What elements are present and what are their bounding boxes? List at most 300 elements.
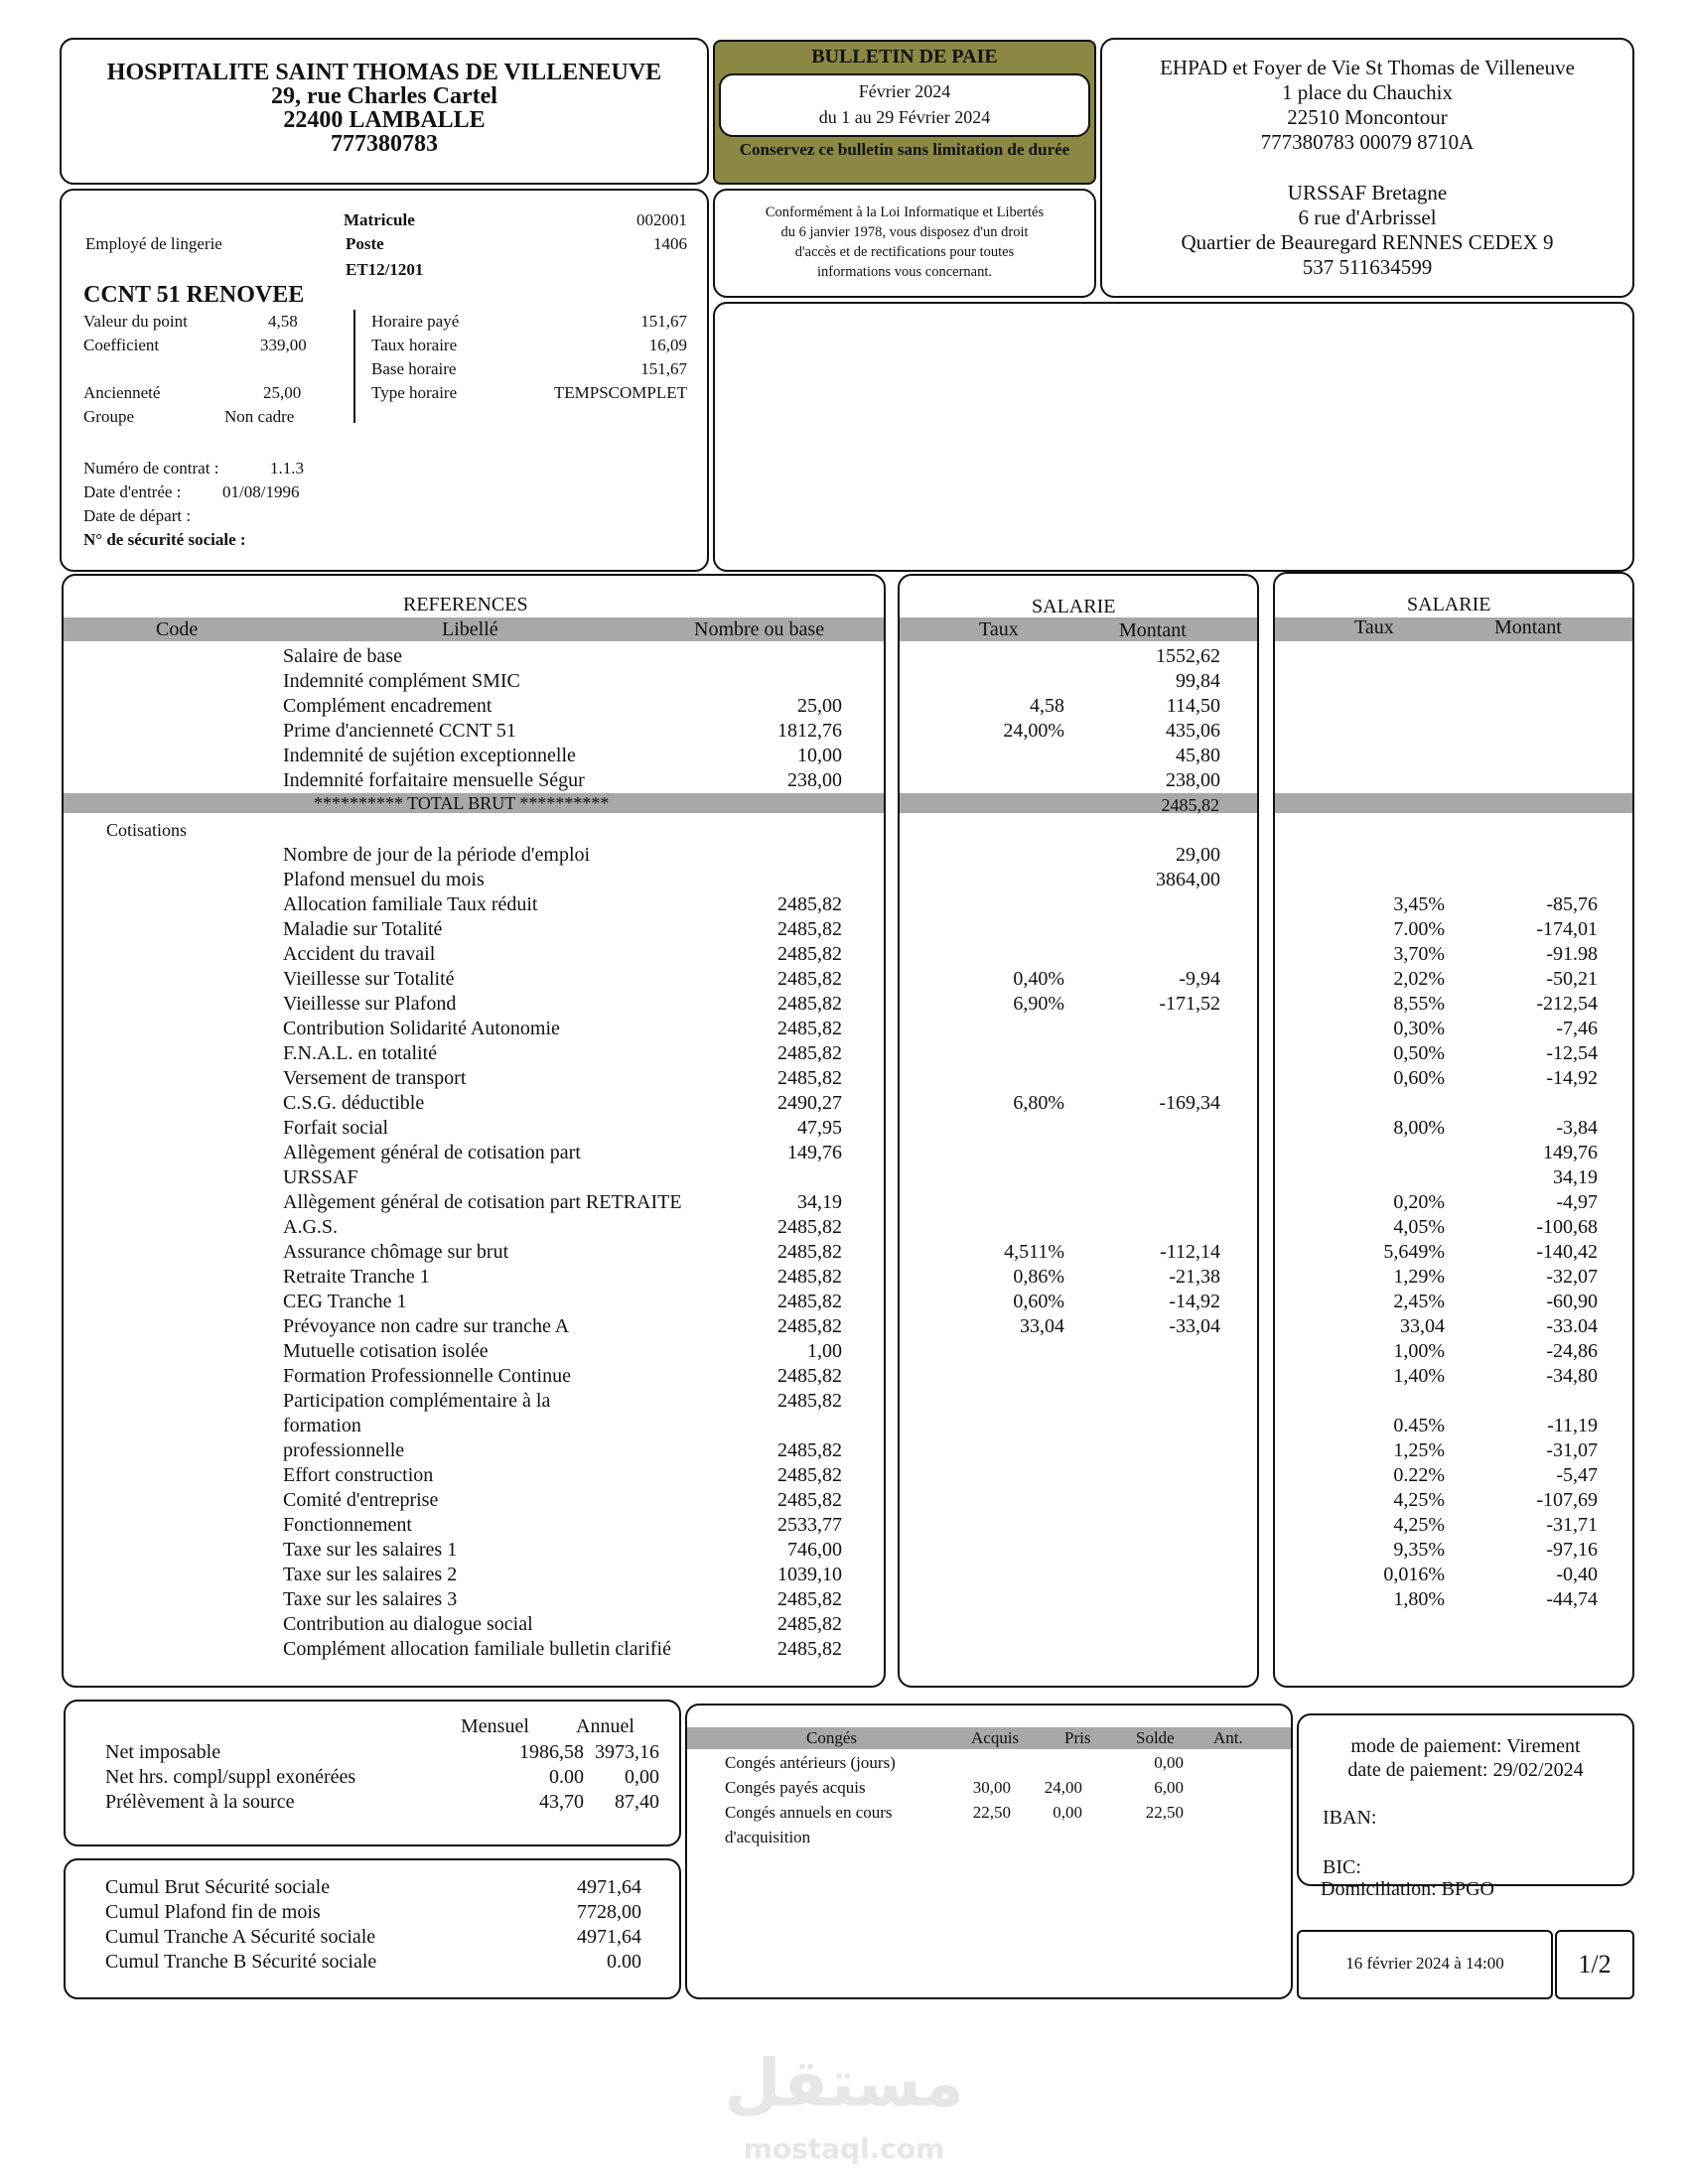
row-salarie-montant: -21,38 [1169, 1266, 1220, 1288]
row-base: 2485,82 [777, 1439, 842, 1461]
row-base: 1812,76 [777, 720, 842, 742]
table-row [0, 918, 1688, 943]
cumul-value: 7728,00 [577, 1901, 641, 1923]
row-employeur-montant: -212,54 [1536, 993, 1598, 1015]
row-label: Contribution au dialogue social [283, 1613, 533, 1635]
row-label: Vieillesse sur Totalité [283, 968, 455, 990]
col-employeur-taux: Taux [1354, 616, 1394, 638]
row-label: professionnelle [283, 1439, 405, 1461]
row-salarie-taux: 6,80% [1013, 1092, 1064, 1114]
row-salarie-montant: 3864,00 [1156, 869, 1220, 890]
cnil-line: du 6 janvier 1978, vous disposez d'un droit [780, 224, 1029, 240]
conges-row-label: d'acquisition [725, 1828, 811, 1846]
table-row [0, 993, 1688, 1018]
table-row [0, 844, 1688, 869]
bulletin-title: BULLETIN DE PAIE [811, 46, 998, 68]
total-brut-label: ********** TOTAL BRUT ********** [314, 793, 610, 813]
row-employeur-montant: -32,07 [1546, 1266, 1598, 1288]
row-base: 2485,82 [777, 993, 842, 1015]
row-salarie-taux: 33,04 [1020, 1315, 1064, 1337]
bulletin-keep-note: Conservez ce bulletin sans limitation de durée [739, 140, 1070, 159]
table-row [0, 1092, 1688, 1117]
conges-row-acquis: 22,50 [972, 1803, 1011, 1822]
establishment-line: EHPAD et Foyer de Vie St Thomas de Villeneuve [1160, 56, 1575, 79]
conges-row-pris: 24,00 [1044, 1778, 1082, 1797]
row-employeur-montant: -31,07 [1546, 1439, 1598, 1461]
poste-label: Poste [346, 234, 384, 253]
row-employeur-montant: -50,21 [1546, 968, 1598, 990]
table-row [0, 1067, 1688, 1092]
table-row [0, 1216, 1688, 1241]
establishment-line: 1 place du Chauchix [1281, 80, 1454, 104]
row-label: A.G.S. [283, 1216, 339, 1238]
employee-code: ET12/1201 [346, 260, 424, 279]
net-row-annuel: 0,00 [625, 1766, 659, 1788]
col-code: Code [156, 618, 199, 640]
row-label: URSSAF [283, 1166, 358, 1188]
row-employeur-taux: 33,04 [1400, 1315, 1445, 1337]
establishment-line: 22510 Moncontour [1287, 105, 1448, 129]
row-base: 2485,82 [777, 918, 842, 940]
row-label: Effort construction [283, 1464, 434, 1486]
table-row [0, 1042, 1688, 1067]
domiciliation: Domiciliation: BPGO [1321, 1878, 1494, 1900]
table-row [0, 1415, 1688, 1439]
entree-label: Date d'entrée : [83, 482, 182, 501]
row-label: Taxe sur les salaires 3 [283, 1588, 458, 1610]
table-row [0, 1340, 1688, 1365]
row-employeur-montant: -7,46 [1556, 1018, 1598, 1039]
row-base: 2533,77 [777, 1514, 842, 1536]
iban-label: IBAN: [1323, 1807, 1377, 1829]
table-row [0, 1464, 1688, 1489]
row-employeur-montant: -0,40 [1556, 1564, 1598, 1585]
groupe-value: Non cadre [224, 407, 295, 426]
row-employeur-montant: -12,54 [1546, 1042, 1598, 1064]
row-base: 47,95 [797, 1117, 842, 1139]
row-salarie-montant: 1552,62 [1156, 645, 1220, 667]
total-band-employeur [1275, 793, 1632, 813]
row-base: 34,19 [797, 1191, 842, 1213]
table-row [0, 893, 1688, 918]
row-employeur-taux: 0,016% [1383, 1564, 1445, 1585]
ant-header: Ant. [1213, 1728, 1243, 1747]
row-employeur-taux: 8,55% [1393, 993, 1445, 1015]
row-label: Maladie sur Totalité [283, 918, 443, 940]
conges-row-label: Congés antérieurs (jours) [725, 1753, 896, 1772]
valeur-point-value: 4,58 [268, 312, 298, 331]
cumul-label: Cumul Plafond fin de mois [105, 1901, 321, 1923]
matricule-value: 002001 [636, 210, 687, 229]
employee-box [60, 189, 709, 572]
row-employeur-taux: 7.00% [1393, 918, 1445, 940]
row-label: Accident du travail [283, 943, 436, 965]
groupe-label: Groupe [83, 407, 134, 426]
taux-horaire-label: Taux horaire [371, 336, 458, 354]
row-salarie-taux: 24,00% [1003, 720, 1064, 742]
bulletin-month: Février 2024 [858, 81, 951, 101]
row-employeur-taux: 0,50% [1393, 1042, 1445, 1064]
net-box [64, 1700, 681, 1846]
coefficient-label: Coefficient [83, 336, 160, 354]
row-employeur-montant: -31,71 [1546, 1514, 1598, 1536]
conges-row-solde: 0,00 [1154, 1753, 1184, 1772]
salarie-title: SALARIE [1032, 596, 1116, 617]
row-employeur-montant: -60,90 [1546, 1291, 1598, 1312]
row-label: Prévoyance non cadre sur tranche A [283, 1315, 570, 1337]
table-row [0, 1241, 1688, 1266]
row-salarie-montant: -171,52 [1159, 993, 1220, 1015]
row-employeur-montant: -5,47 [1556, 1464, 1598, 1486]
net-row-mensuel: 43,70 [539, 1791, 584, 1813]
depart-label: Date de départ : [83, 506, 192, 525]
row-base: 2485,82 [777, 1390, 842, 1412]
row-salarie-montant: -169,34 [1159, 1092, 1220, 1114]
row-salarie-montant: 45,80 [1176, 745, 1220, 766]
row-label: Indemnité complément SMIC [283, 670, 520, 692]
table-row [0, 1613, 1688, 1638]
cumuls-box [64, 1858, 681, 1999]
row-base: 2485,82 [777, 1216, 842, 1238]
bulletin-period: du 1 au 29 Février 2024 [818, 107, 991, 127]
row-label: Complément allocation familiale bulletin clarifié [283, 1638, 671, 1660]
table-row [0, 1588, 1688, 1613]
row-base: 2485,82 [777, 1613, 842, 1635]
entree-value: 01/08/1996 [222, 482, 300, 501]
row-employeur-taux: 3,45% [1393, 893, 1445, 915]
row-employeur-montant: -100,68 [1536, 1216, 1598, 1238]
net-row-mensuel: 0.00 [549, 1766, 584, 1788]
row-salarie-montant: 29,00 [1176, 844, 1220, 866]
cumul-value: 0.00 [607, 1951, 641, 1973]
row-salarie-taux: 0,60% [1013, 1291, 1064, 1312]
row-salarie-montant: 114,50 [1166, 695, 1220, 717]
row-employeur-montant: -14,92 [1546, 1067, 1598, 1089]
cnil-note-box [713, 189, 1096, 298]
row-base: 2490,27 [777, 1092, 842, 1114]
payment-box [1297, 1713, 1634, 1886]
row-employeur-taux: 0,60% [1393, 1067, 1445, 1089]
base-horaire-value: 151,67 [640, 359, 687, 378]
net-row-annuel: 87,40 [615, 1791, 659, 1813]
solde-header: Solde [1136, 1728, 1175, 1747]
row-employeur-montant: -3,84 [1556, 1117, 1598, 1139]
row-label: Retraite Tranche 1 [283, 1266, 430, 1288]
table-row [0, 1117, 1688, 1142]
row-employeur-taux: 1,40% [1393, 1365, 1445, 1387]
col-libelle: Libellé [442, 618, 498, 640]
urssaf-line: URSSAF Bretagne [1287, 181, 1448, 205]
row-label: Complément encadrement [283, 695, 492, 717]
row-base: 238,00 [787, 769, 842, 791]
row-employeur-taux: 9,35% [1393, 1539, 1445, 1561]
row-employeur-taux: 0,30% [1393, 1018, 1445, 1039]
row-label: Assurance chômage sur brut [283, 1241, 509, 1263]
row-salarie-taux: 0,86% [1013, 1266, 1064, 1288]
valeur-point-label: Valeur du point [83, 312, 188, 331]
row-employeur-montant: 149,76 [1543, 1142, 1598, 1163]
row-label: Formation Professionnelle Continue [283, 1365, 571, 1387]
urssaf-line: 6 rue d'Arbrissel [1298, 205, 1437, 229]
pris-header: Pris [1064, 1728, 1091, 1747]
row-salarie-taux: 4,511% [1004, 1241, 1064, 1263]
row-label: CEG Tranche 1 [283, 1291, 407, 1312]
convention-title: CCNT 51 RENOVEE [83, 282, 305, 308]
row-base: 2485,82 [777, 1464, 842, 1486]
address-box [713, 302, 1634, 572]
taux-horaire-value: 16,09 [648, 336, 687, 354]
row-base: 2485,82 [777, 1638, 842, 1660]
row-label: Prime d'ancienneté CCNT 51 [283, 720, 516, 742]
establishment-box [1100, 38, 1634, 298]
row-employeur-taux: 4,05% [1393, 1216, 1445, 1238]
row-base: 746,00 [787, 1539, 842, 1561]
row-label: Contribution Solidarité Autonomie [283, 1018, 560, 1039]
row-base: 2485,82 [777, 1489, 842, 1511]
net-row-label: Net hrs. compl/suppl exonérées [105, 1766, 356, 1788]
row-label: C.S.G. déductible [283, 1092, 425, 1114]
row-label: Allègement général de cotisation part [283, 1142, 581, 1163]
row-employeur-montant: -97,16 [1546, 1539, 1598, 1561]
table-row [0, 720, 1688, 745]
table-row [0, 645, 1688, 670]
timestamp-box [1297, 1930, 1553, 1999]
row-salarie-montant: -9,94 [1179, 968, 1220, 990]
row-employeur-montant: -24,86 [1546, 1340, 1598, 1362]
watermark-logo: مستقل [724, 2045, 964, 2121]
employer-street: 29, rue Charles Cartel [271, 83, 497, 109]
row-employeur-montant: -34,80 [1546, 1365, 1598, 1387]
row-salarie-montant: -33,04 [1169, 1315, 1220, 1337]
net-row-label: Net imposable [105, 1741, 221, 1763]
coefficient-value: 339,00 [260, 336, 307, 354]
establishment-line: 777380783 00079 8710A [1260, 130, 1475, 154]
table-row [0, 1266, 1688, 1291]
cumul-label: Cumul Brut Sécurité sociale [105, 1876, 331, 1898]
acquis-header: Acquis [971, 1728, 1020, 1747]
row-base: 2485,82 [777, 1266, 842, 1288]
table-row [0, 943, 1688, 968]
table-row [0, 869, 1688, 893]
table-row [0, 695, 1688, 720]
row-label: formation [283, 1415, 361, 1436]
employer-city: 22400 LAMBALLE [283, 107, 486, 133]
row-label: Allocation familiale Taux réduit [283, 893, 538, 915]
base-horaire-label: Base horaire [371, 359, 457, 378]
row-employeur-montant: -91.98 [1546, 943, 1598, 965]
row-base: 2485,82 [777, 893, 842, 915]
urssaf-line: Quartier de Beauregard RENNES CEDEX 9 [1181, 230, 1554, 254]
job-title: Employé de lingerie [85, 234, 222, 253]
row-employeur-montant: -85,76 [1546, 893, 1598, 915]
net-row-label: Prélèvement à la source [105, 1791, 295, 1813]
row-base: 10,00 [797, 745, 842, 766]
table-row [0, 1291, 1688, 1315]
contrat-value: 1.1.3 [270, 459, 304, 478]
row-label: Mutuelle cotisation isolée [283, 1340, 489, 1362]
employer-siren: 777380783 [331, 131, 438, 157]
page-number: 1/2 [1578, 1950, 1612, 1979]
row-label: Taxe sur les salaires 2 [283, 1564, 458, 1585]
table-row [0, 769, 1688, 794]
horaire-paye-label: Horaire payé [371, 312, 460, 331]
row-employeur-montant: -174,01 [1536, 918, 1598, 940]
row-employeur-montant: -11,19 [1547, 1415, 1598, 1436]
references-title: REFERENCES [403, 594, 528, 615]
header-band-employeur [1275, 617, 1632, 641]
table-row [0, 968, 1688, 993]
table-row [0, 1514, 1688, 1539]
anciennete-label: Ancienneté [83, 383, 161, 402]
table-row [0, 1439, 1688, 1464]
row-salarie-taux: 4,58 [1030, 695, 1064, 717]
payment-mode: mode de paiement: Virement [1350, 1735, 1581, 1757]
table-row [0, 670, 1688, 695]
net-mensuel-header: Mensuel [461, 1715, 529, 1737]
row-base: 25,00 [797, 695, 842, 717]
row-label: Allègement général de cotisation part RETRAITE [283, 1191, 682, 1213]
bulletin-period-box [719, 73, 1090, 137]
table-row [0, 745, 1688, 769]
table-row [0, 1142, 1688, 1166]
row-base: 2485,82 [777, 1042, 842, 1064]
row-label: Participation complémentaire à la [283, 1390, 551, 1412]
row-base: 149,76 [787, 1142, 842, 1163]
conges-row-pris: 0,00 [1053, 1803, 1082, 1822]
vertical-separator [353, 310, 355, 423]
net-row-annuel: 3973,16 [595, 1741, 659, 1763]
row-salarie-montant: 435,06 [1166, 720, 1220, 742]
row-label: Indemnité de sujétion exceptionnelle [283, 745, 576, 766]
cumul-label: Cumul Tranche B Sécurité sociale [105, 1951, 377, 1973]
row-label: Versement de transport [283, 1067, 467, 1089]
table-row [0, 1390, 1688, 1415]
row-base: 2485,82 [777, 1067, 842, 1089]
horaire-paye-value: 151,67 [640, 312, 687, 331]
row-label: Plafond mensuel du mois [283, 869, 485, 890]
row-employeur-taux: 5,649% [1383, 1241, 1445, 1263]
row-employeur-montant: 34,19 [1553, 1166, 1598, 1188]
table-row [0, 1315, 1688, 1340]
row-employeur-montant: -140,42 [1536, 1241, 1598, 1263]
col-salarie-montant: Montant [1119, 619, 1187, 641]
row-base: 1039,10 [777, 1564, 842, 1585]
row-employeur-montant: -4,97 [1556, 1191, 1598, 1213]
row-employeur-taux: 1,29% [1393, 1266, 1445, 1288]
net-row-mensuel: 1986,58 [519, 1741, 584, 1763]
table-row [0, 1166, 1688, 1191]
col-employeur-montant: Montant [1494, 616, 1562, 638]
table-row [0, 1539, 1688, 1564]
cnil-line: informations vous concernant. [817, 264, 992, 280]
timestamp: 16 février 2024 à 14:00 [1345, 1954, 1504, 1973]
cumul-label: Cumul Tranche A Sécurité sociale [105, 1926, 376, 1948]
row-label: Comité d'entreprise [283, 1489, 439, 1511]
net-annuel-header: Annuel [576, 1715, 634, 1737]
row-salarie-montant: -112,14 [1160, 1241, 1220, 1263]
row-label: Fonctionnement [283, 1514, 412, 1536]
row-base: 2485,82 [777, 1315, 842, 1337]
row-base: 2485,82 [777, 1291, 842, 1312]
col-base: Nombre ou base [694, 618, 825, 640]
row-employeur-taux: 8,00% [1393, 1117, 1445, 1139]
col-salarie-taux: Taux [979, 618, 1019, 640]
employer-box [60, 38, 709, 185]
cumul-value: 4971,64 [577, 1876, 641, 1898]
conges-row-solde: 6,00 [1154, 1778, 1184, 1797]
row-employeur-taux: 1,00% [1393, 1340, 1445, 1362]
row-label: Salaire de base [283, 645, 402, 667]
row-salarie-taux: 6,90% [1013, 993, 1064, 1015]
conges-row-label: Congés payés acquis [725, 1778, 866, 1797]
row-base: 1,00 [807, 1340, 842, 1362]
type-horaire-value: TEMPSCOMPLET [553, 383, 687, 402]
row-base: 2485,82 [777, 943, 842, 965]
row-salarie-montant: 238,00 [1166, 769, 1220, 791]
row-label: Indemnité forfaitaire mensuelle Ségur [283, 769, 585, 791]
row-base: 2485,82 [777, 1365, 842, 1387]
row-employeur-montant: -107,69 [1536, 1489, 1598, 1511]
table-row [0, 1191, 1688, 1216]
row-employeur-taux: 4,25% [1393, 1489, 1445, 1511]
row-base: 2485,82 [777, 1588, 842, 1610]
watermark-text: mostaql.com [743, 2132, 945, 2165]
cotisations-label: Cotisations [106, 820, 188, 840]
row-employeur-montant: -33.04 [1546, 1315, 1598, 1337]
page-number-box [1555, 1930, 1634, 1999]
row-salarie-montant: -14,92 [1169, 1291, 1220, 1312]
bic-label: BIC: [1323, 1856, 1361, 1878]
conges-row-solde: 22,50 [1145, 1803, 1184, 1822]
conges-header: Congés [806, 1728, 857, 1747]
conges-row-acquis: 30,00 [972, 1778, 1011, 1797]
row-base: 2485,82 [777, 968, 842, 990]
row-employeur-taux: 0,20% [1393, 1191, 1445, 1213]
row-employeur-taux: 3,70% [1393, 943, 1445, 965]
cnil-line: d'accès et de rectifications pour toutes [794, 244, 1015, 260]
conges-row-label: Congés annuels en cours [725, 1803, 893, 1822]
bulletin-header [713, 40, 1096, 185]
anciennete-value: 25,00 [263, 383, 302, 402]
urssaf-line: 537 511634599 [1302, 255, 1433, 279]
table-row [0, 1564, 1688, 1588]
poste-value: 1406 [653, 234, 687, 253]
row-employeur-taux: 0.45% [1393, 1415, 1445, 1436]
row-label: F.N.A.L. en totalité [283, 1042, 438, 1064]
row-employeur-taux: 2,45% [1393, 1291, 1445, 1312]
row-base: 2485,82 [777, 1018, 842, 1039]
row-employeur-taux: 1,80% [1393, 1588, 1445, 1610]
table-row [0, 1018, 1688, 1042]
cumul-value: 4971,64 [577, 1926, 641, 1948]
row-salarie-taux: 0,40% [1013, 968, 1064, 990]
type-horaire-label: Type horaire [371, 383, 458, 402]
table-row [0, 1638, 1688, 1663]
row-label: Nombre de jour de la période d'emploi [283, 844, 591, 866]
total-brut-value: 2485,82 [1161, 795, 1219, 815]
header-band-salarie [900, 617, 1257, 641]
contrat-label: Numéro de contrat : [83, 459, 219, 478]
row-label: Taxe sur les salaires 1 [283, 1539, 458, 1561]
row-employeur-taux: 0.22% [1393, 1464, 1445, 1486]
row-employeur-taux: 2,02% [1393, 968, 1445, 990]
row-label: Forfait social [283, 1117, 389, 1139]
row-employeur-taux: 4,25% [1393, 1514, 1445, 1536]
payment-date: date de paiement: 29/02/2024 [1347, 1759, 1584, 1781]
employer-name: HOSPITALITE SAINT THOMAS DE VILLENEUVE [106, 60, 662, 85]
row-salarie-montant: 99,84 [1176, 670, 1220, 692]
secu-label: N° de sécurité sociale : [83, 530, 246, 549]
